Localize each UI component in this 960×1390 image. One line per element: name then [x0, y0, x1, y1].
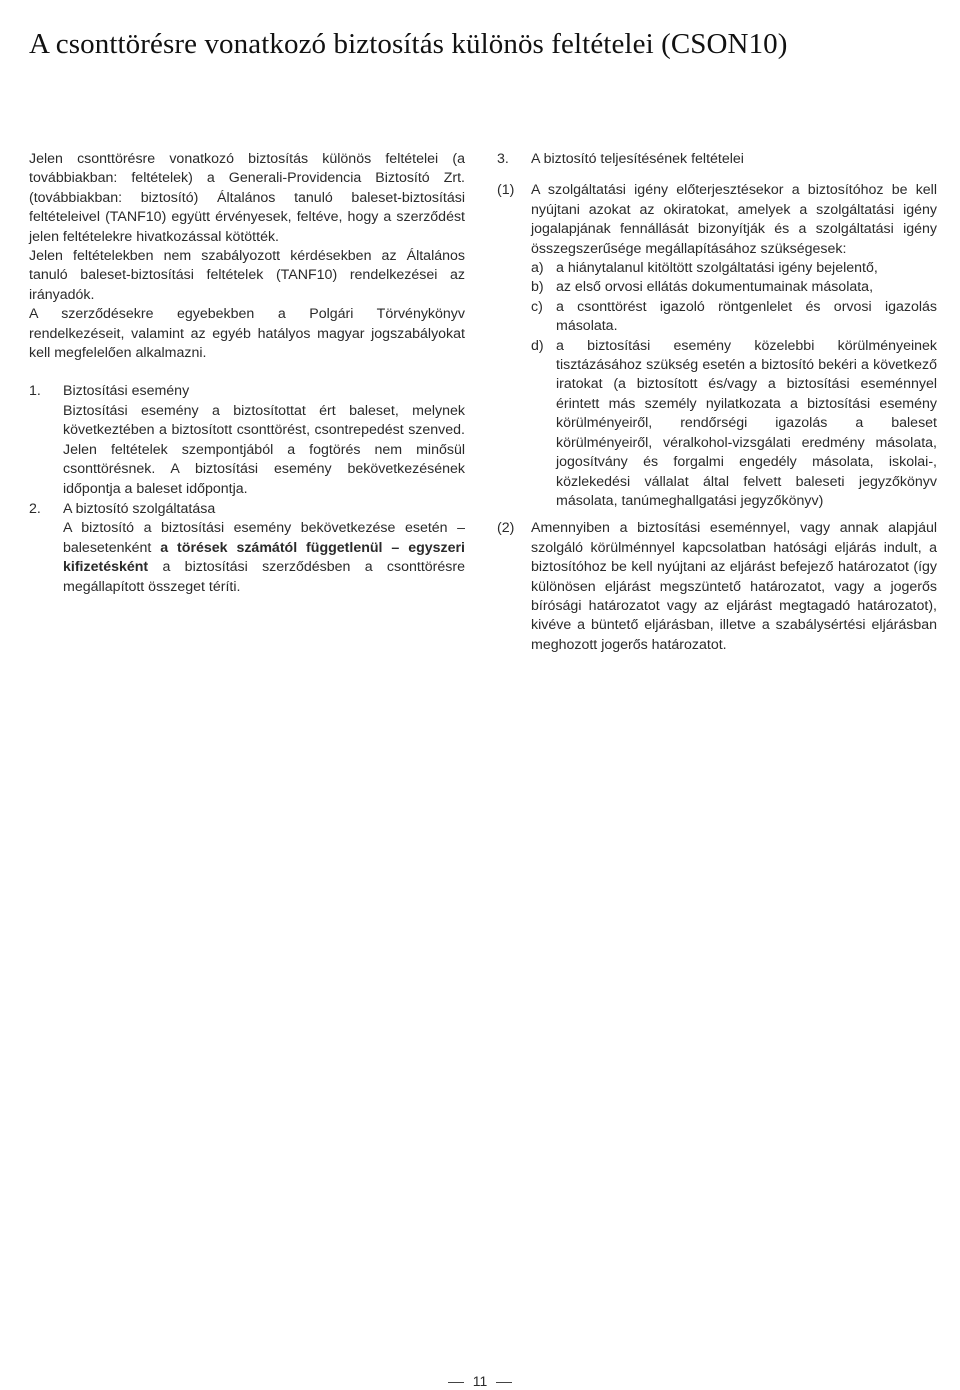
footer-dash-right	[496, 1382, 512, 1383]
sub-b-label: b)	[531, 279, 544, 296]
section-2-number: 2.	[29, 500, 41, 517]
clause-2	[497, 519, 937, 655]
clause-1-number: (1)	[497, 182, 515, 199]
clause-1-text: A szolgáltatási igény előterjesztésekor a biztosítóhoz be kell nyújtani azokat az okiratokat, amelyek a szolgáltatási igény jogalapjának fennállását bizonyítják és a szolgáltatási igény összegszerűsége megállapításához szükségesek:	[531, 182, 937, 257]
sub-c-label: c)	[531, 298, 543, 315]
clause-1-sub-d	[531, 337, 937, 512]
section-3-header	[497, 150, 937, 169]
section-1-number: 1.	[29, 383, 41, 400]
intro-paragraph-2: Jelen feltételekben nem szabályozott kérdésekben az Általános tanuló baleset-biztosítási feltételek (TANF10) rendelkezései az irányadók.	[29, 248, 465, 303]
section-2-text-bold: a törések számától függetlenül – egyszeri kifizetésként	[63, 539, 465, 576]
clause-1-sub-a	[531, 259, 937, 278]
sub-d-text: a biztosítási esemény közelebbi körülményeinek tisztázásához szükség esetén a biztosító bekéri a következő iratokat (a biztosított és/vagy a biztosítási eseménnyel érintett más személy nyilatkozata a biztosítási esemény körülményeiről, rendőrségi igazolás a baleset körülményeiről, véralkohol-vizsgálati eredmény másolata, jogosítvány és forgalmi engedély másolata, iskolai-, közlekedési vállalat által felvett baleseti jegyzőkönyv másolata, tanúmeghallgatási jegyzőkönyv)	[556, 337, 937, 509]
section-1	[29, 382, 465, 498]
clause-1	[497, 181, 937, 511]
clause-2-text: Amennyiben a biztosítási eseménnyel, vagy annak alapjául szolgáló körülménnyel kapcsolatban hatósági eljárás indult, a biztosítóhoz be kell nyújtani az eljárást befejező határozatot (így különösen eljárást megszüntető határozatot, vagy a jogerős bírósági határozatot vagy az eljárást megtagadó határozatot), kivéve a büntető eljárásban, illetve a szabálysértési eljárásban meghozott jogerős határozatot.	[531, 520, 937, 653]
section-2-heading: A biztosító szolgáltatása	[63, 500, 216, 517]
sub-a-label: a)	[531, 260, 544, 277]
section-1-header	[29, 382, 465, 401]
footer-dash-left	[448, 1382, 464, 1383]
intro-paragraph-1: Jelen csonttörésre vonatkozó biztosítás különös feltételei (a továbbiakban: feltételek) a Generali-Providencia Biztosító Zrt. (továbbiakban: biztosító) Általános tanuló baleset-biztosítási feltételeivel (TANF10) együtt érvényesek, feltéve, hogy a szerződést jelen feltételekre hivatkozással kötötték.	[29, 151, 465, 245]
sub-d-label: d)	[531, 337, 544, 354]
sub-c-text: a csonttörést igazoló röntgenlelet és orvosi igazolás másolata.	[556, 298, 937, 335]
clause-1-sub-b	[531, 278, 937, 297]
section-1-heading: Biztosítási esemény	[63, 383, 190, 400]
left-column	[29, 150, 465, 597]
clause-1-sub-c	[531, 298, 937, 337]
section-3-heading: A biztosító teljesítésének feltételei	[531, 151, 744, 167]
section-2	[29, 500, 465, 597]
section-3-number: 3.	[497, 151, 509, 167]
page-footer	[0, 1373, 960, 1389]
clause-1-body	[531, 181, 937, 511]
sub-b-text: az első orvosi ellátás dokumentumainak másolata,	[556, 279, 874, 296]
section-2-header	[29, 500, 465, 519]
intro-paragraph-3: A szerződésekre egyebekben a Polgári Törvénykönyv rendelkezéseit, valamint az egyéb hatályos magyar jogszabályokat kell megfelelően alkalmazni.	[29, 306, 465, 362]
page-number: 11	[472, 1373, 488, 1389]
section-1-body: Biztosítási esemény a biztosítottat ért baleset, melynek következtében a biztosított csonttörést, csontrepedést szenved. Jelen feltételek szempontjából a fogtörés nem minősül csonttörésnek. A biztosítási esemény bekövetkezésének időpontja a baleset időpontja.	[63, 402, 465, 497]
section-2-body	[29, 519, 465, 597]
section-2-text-end: a biztosítási szerződésben a csonttörésre megállapított összeget téríti.	[63, 559, 465, 595]
section-2-text-start: A biztosító a biztosítási esemény bekövetkezése esetén – balesetenként	[63, 520, 465, 556]
sub-a-text: a hiánytalanul kitöltött szolgáltatási igény bejelentő,	[556, 260, 878, 277]
right-column	[497, 150, 937, 655]
document-title: A csonttörésre vonatkozó biztosítás különös feltételei (CSON10)	[29, 28, 788, 60]
clause-2-number: (2)	[497, 520, 515, 537]
